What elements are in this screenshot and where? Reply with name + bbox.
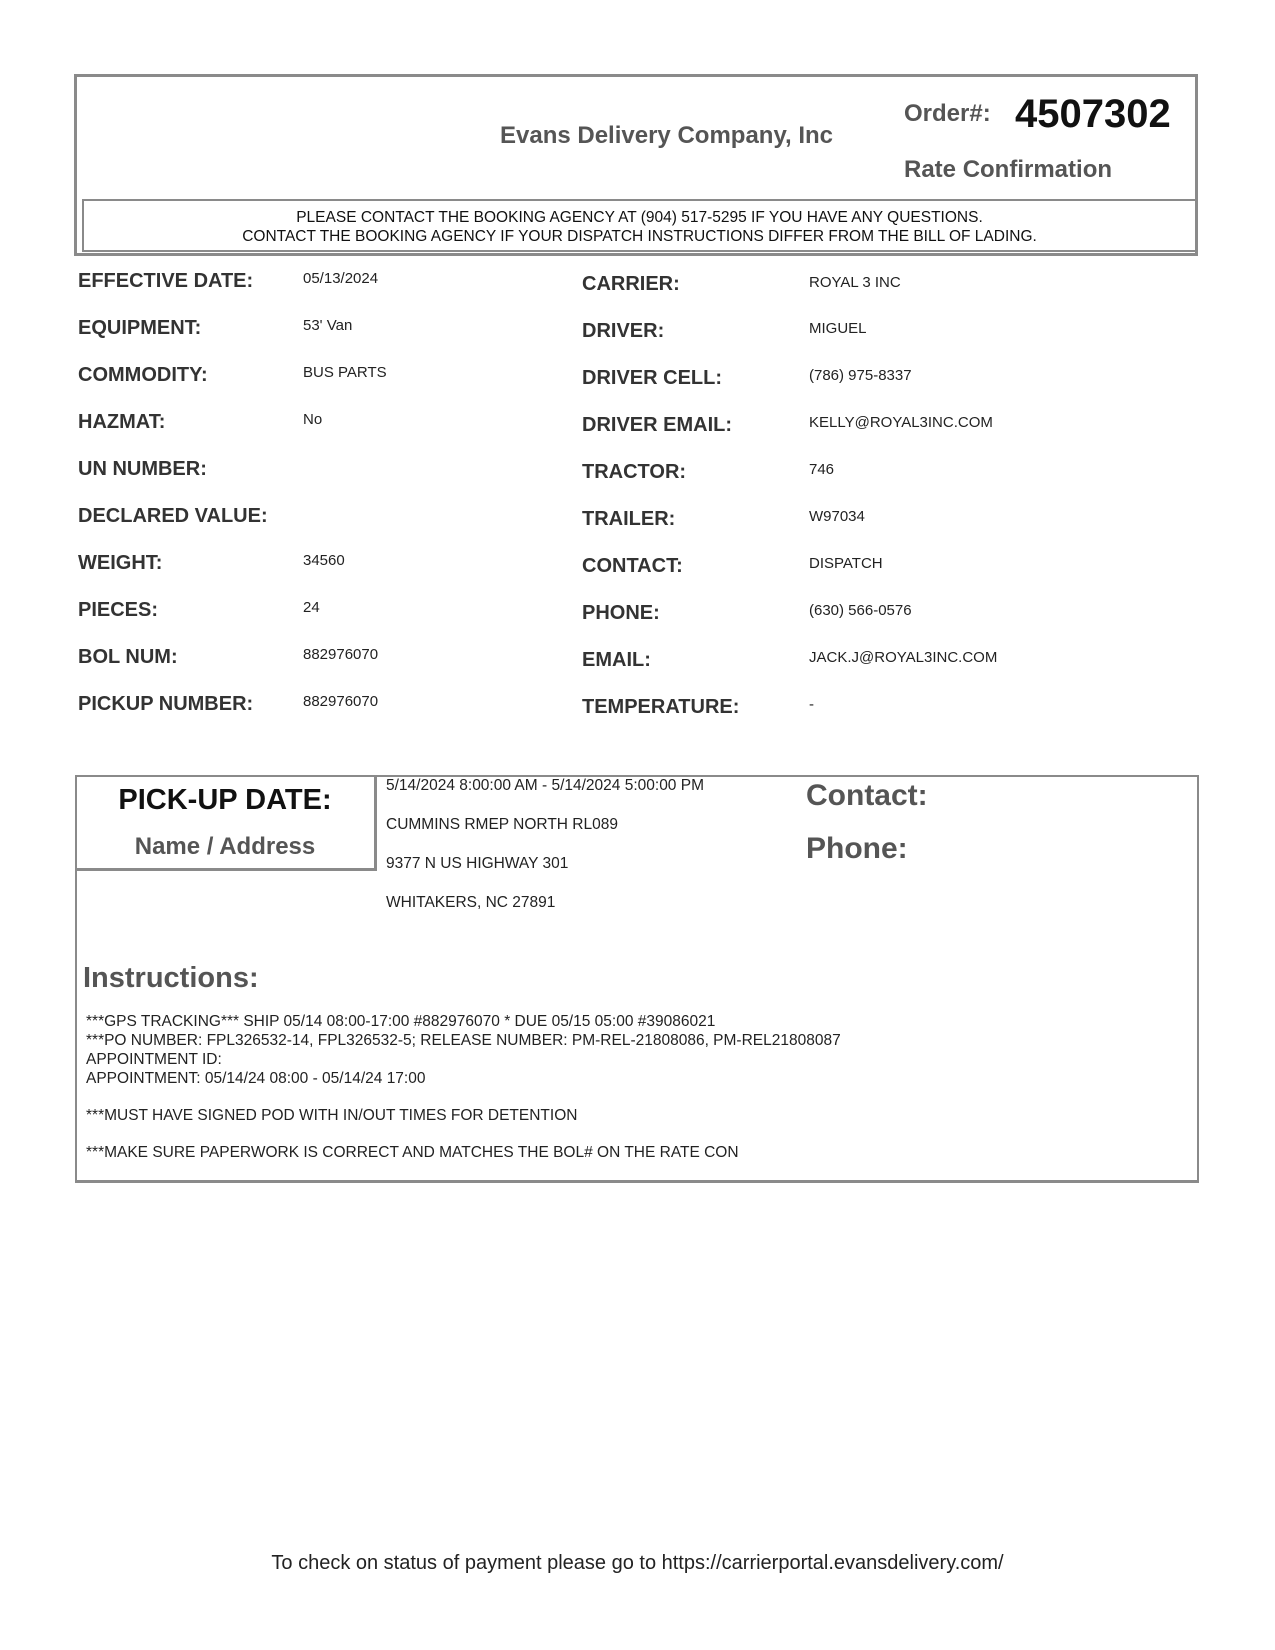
instruction-line: ***MUST HAVE SIGNED POD WITH IN/OUT TIMES FOR DETENTION (86, 1107, 578, 1124)
field-label: UN NUMBER: (78, 458, 207, 480)
field-value: BUS PARTS (303, 364, 387, 381)
order-label: Order#: (904, 100, 991, 127)
field-label: TRACTOR: (582, 461, 687, 483)
phone-label: Phone: (806, 832, 908, 865)
field-value: KELLY@ROYAL3INC.COM (809, 414, 993, 431)
pickup-title: PICK-UP DATE: (118, 784, 332, 816)
field-value: 882976070 (303, 693, 379, 710)
field-label: CARRIER: (582, 273, 680, 295)
field-value: MIGUEL (809, 320, 867, 337)
field-value: (630) 566-0576 (809, 602, 912, 619)
field-label: HAZMAT: (78, 411, 166, 433)
instruction-line: APPOINTMENT: 05/14/24 08:00 - 05/14/24 17:00 (86, 1070, 426, 1087)
instruction-line: ***PO NUMBER: FPL326532-14, FPL326532-5; RELEASE NUMBER: PM-REL-21808086, PM-REL21808087 (86, 1032, 841, 1049)
field-value: 53' Van (303, 317, 353, 334)
field-value: No (303, 411, 323, 428)
field-value: 34560 (303, 552, 345, 569)
notice-line-2: CONTACT THE BOOKING AGENCY IF YOUR DISPATCH INSTRUCTIONS DIFFER FROM THE BILL OF LADING. (242, 228, 1037, 245)
payment-status-note: To check on status of payment please go to https://carrierportal.evansdelivery.com/ (271, 1552, 1004, 1574)
field-label: DRIVER CELL: (582, 367, 722, 389)
instructions-title: Instructions: (83, 962, 259, 994)
field-value: ROYAL 3 INC (809, 274, 901, 291)
field-label: TEMPERATURE: (582, 696, 740, 718)
field-value: 24 (303, 599, 320, 616)
pickup-address-line-2: WHITAKERS, NC 27891 (386, 894, 556, 911)
field-value: - (809, 696, 814, 713)
pickup-window: 5/14/2024 8:00:00 AM - 5/14/2024 5:00:00 PM (386, 777, 704, 794)
field-label: CONTACT: (582, 555, 683, 577)
field-label: COMMODITY: (78, 364, 208, 386)
field-label: TRAILER: (582, 508, 676, 530)
field-label: WEIGHT: (78, 552, 163, 574)
field-value: DISPATCH (809, 555, 883, 572)
pickup-name: CUMMINS RMEP NORTH RL089 (386, 816, 618, 833)
field-value: JACK.J@ROYAL3INC.COM (809, 649, 998, 666)
field-label: EQUIPMENT: (78, 317, 202, 339)
field-label: EMAIL: (582, 649, 651, 671)
instruction-line: APPOINTMENT ID: (86, 1051, 222, 1068)
instruction-line: ***GPS TRACKING*** SHIP 05/14 08:00-17:00 #882976070 * DUE 05/15 05:00 #39086021 (86, 1013, 716, 1030)
instruction-line: ***MAKE SURE PAPERWORK IS CORRECT AND MATCHES THE BOL# ON THE RATE CON (86, 1144, 739, 1161)
field-label: BOL NUM: (78, 646, 178, 668)
document-title: Rate Confirmation (904, 156, 1113, 183)
field-label: PIECES: (78, 599, 159, 621)
field-label: DECLARED VALUE: (78, 505, 268, 527)
field-label: DRIVER EMAIL: (582, 414, 732, 436)
field-value: 746 (809, 461, 835, 478)
field-value: 882976070 (303, 646, 379, 663)
field-value: 05/13/2024 (303, 270, 379, 287)
notice-box (82, 199, 1197, 252)
field-label: PHONE: (582, 602, 660, 624)
pickup-address-line-1: 9377 N US HIGHWAY 301 (386, 855, 569, 872)
field-label: PICKUP NUMBER: (78, 693, 254, 715)
field-label: EFFECTIVE DATE: (78, 270, 254, 292)
order-number: 4507302 (1015, 92, 1171, 136)
company-name: Evans Delivery Company, Inc (500, 122, 834, 149)
field-value: (786) 975-8337 (809, 367, 912, 384)
field-value: W97034 (809, 508, 865, 525)
contact-label: Contact: (806, 779, 928, 812)
name-address-label: Name / Address (134, 833, 316, 860)
field-label: DRIVER: (582, 320, 665, 342)
notice-line-1: PLEASE CONTACT THE BOOKING AGENCY AT (904) 517-5295 IF YOU HAVE ANY QUESTIONS. (296, 209, 983, 226)
